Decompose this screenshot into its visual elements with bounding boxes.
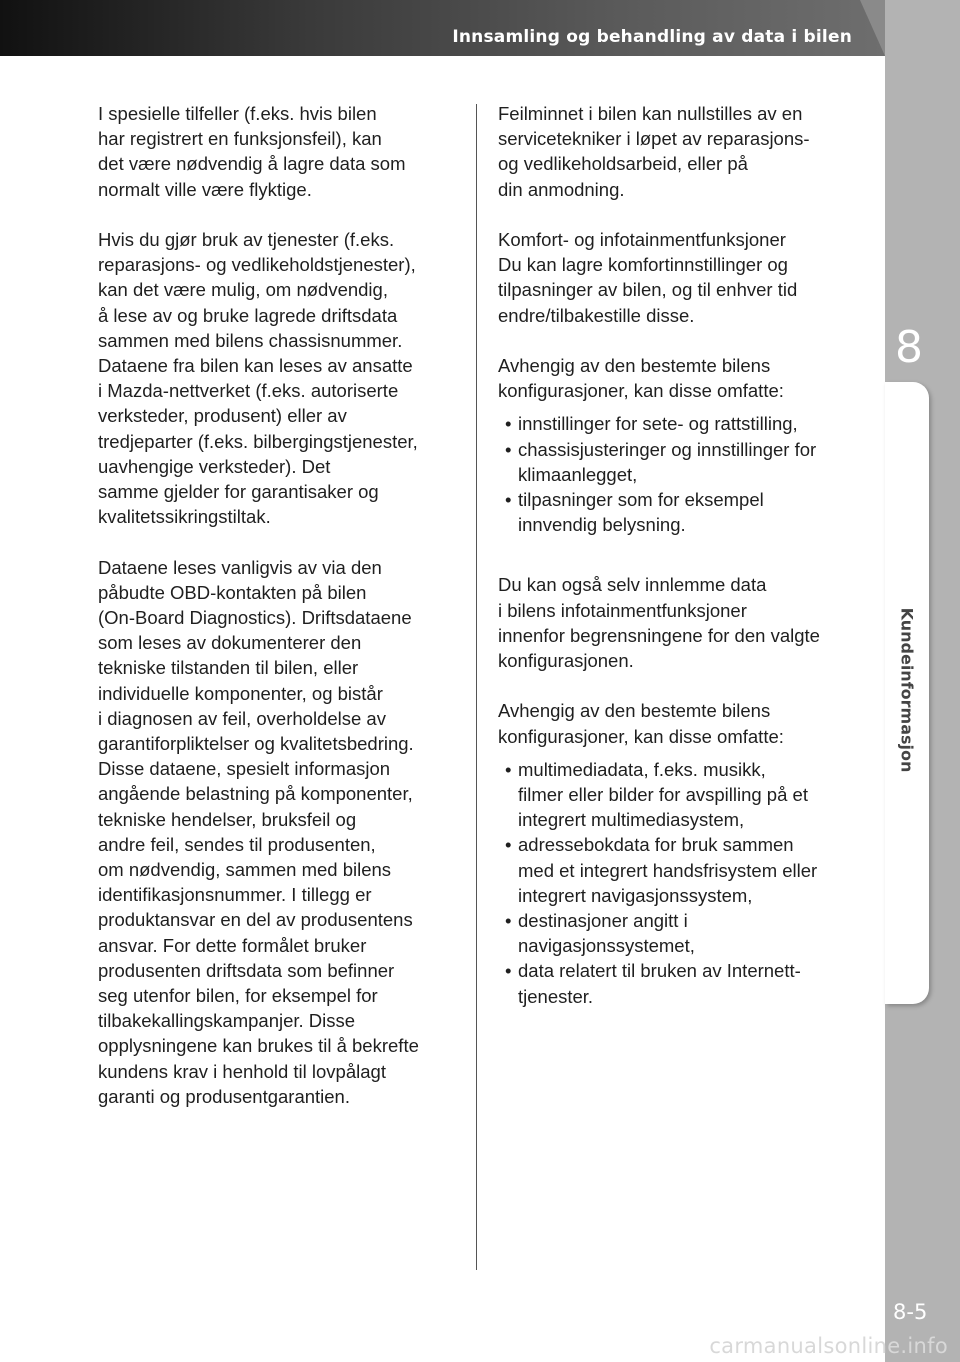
text-line: destinasjoner angitt i <box>518 910 688 932</box>
text-line: identifikasjonsnummer. I tillegg er <box>98 884 372 906</box>
paragraph <box>498 101 868 202</box>
text-line: kan det være mulig, om nødvendig, <box>98 279 388 301</box>
bullet-icon: • <box>505 413 512 435</box>
text-line: endre/tilbakestille disse. <box>498 304 695 326</box>
paragraph <box>98 555 468 1109</box>
bullet-icon: • <box>505 910 512 932</box>
text-line: konfigurasjoner, kan disse omfatte: <box>498 380 784 402</box>
text-line: uavhengige verksteder). Det <box>98 455 331 477</box>
paragraph <box>498 353 868 403</box>
text-line: individuelle komponenter, og bistår <box>98 682 383 704</box>
text-line: påbudte OBD-kontakten på bilen <box>98 581 367 603</box>
text-line: Avhengig av den bestemte bilens <box>498 700 771 722</box>
list-item <box>498 487 868 537</box>
text-line: ansvar. For dette formålet bruker <box>98 934 367 956</box>
text-line: angående belastning på komponenter, <box>98 783 413 805</box>
text-line: sammen med bilens chassisnummer. <box>98 329 403 351</box>
text-line: adressebokdata for bruk sammen <box>518 834 794 856</box>
list-item <box>498 757 868 833</box>
page-header-title: Innsamling og behandling av data i bilen <box>452 27 852 47</box>
bullet-list <box>498 757 868 1009</box>
bullet-icon: • <box>505 834 512 856</box>
text-line: å lese av og bruke lagrede driftsdata <box>98 304 398 326</box>
text-line: Du kan også selv innlemme data <box>498 574 767 596</box>
text-line: din anmodning. <box>498 178 625 200</box>
text-line: multimediadata, f.eks. musikk, <box>518 758 766 780</box>
text-line: garanti og produsentgarantien. <box>98 1085 350 1107</box>
paragraph <box>98 227 468 529</box>
header-corner <box>860 0 885 56</box>
paragraph <box>498 227 868 328</box>
left-column <box>98 101 468 1109</box>
text-line: Feilminnet i bilen kan nullstilles av en <box>498 103 803 124</box>
text-line: tekniske tilstanden til bilen, eller <box>98 657 359 679</box>
chapter-tab-label: Kundeinformasjon <box>897 607 917 773</box>
text-line: (On-Board Diagnostics). Driftsdataene <box>98 607 412 629</box>
text-line: Avhengig av den bestemte bilens <box>498 355 771 376</box>
text-line: innvendig belysning. <box>518 514 686 536</box>
text-line: seg utenfor bilen, for eksempel for <box>98 985 378 1007</box>
list-item <box>498 832 868 908</box>
text-line: i Mazda-nettverket (f.eks. autoriserte <box>98 380 399 402</box>
text-line: kvalitetssikringstiltak. <box>98 506 271 528</box>
text-line: innstillinger for sete- og rattstilling, <box>518 413 798 435</box>
text-line: samme gjelder for garantisaker og <box>98 481 379 503</box>
list-item <box>498 437 868 487</box>
text-line: tilpasninger av bilen, og til enhver tid <box>498 279 798 301</box>
text-line: produktansvar en del av produsentens <box>98 909 413 931</box>
text-line: tilpasninger som for eksempel <box>518 489 764 511</box>
text-line: Du kan lagre komfortinnstillinger og <box>498 254 788 276</box>
list-item <box>498 958 868 1008</box>
text-line: kundens krav i henhold til lovpålagt <box>98 1060 386 1082</box>
list-item <box>498 411 868 436</box>
watermark: carmanualsonline.info <box>709 1334 948 1358</box>
text-line: Dataene fra bilen kan leses av ansatte <box>98 355 413 377</box>
text-line: opplysningene kan brukes til å bekrefte <box>98 1035 419 1057</box>
paragraph <box>498 698 868 748</box>
text-line: med et integrert handsfrisystem eller <box>518 859 818 881</box>
text-line: og vedlikeholdsarbeid, eller på <box>498 153 748 175</box>
text-line: Hvis du gjør bruk av tjenester (f.eks. <box>98 229 395 250</box>
subheading: Komfort- og infotainmentfunksjoner <box>498 229 786 250</box>
text-line: integrert navigasjonssystem, <box>518 884 753 906</box>
list-item <box>498 908 868 958</box>
text-line: filmer eller bilder for avspilling på et <box>518 784 808 806</box>
text-line: reparasjons- og vedlikeholdstjenester), <box>98 254 416 276</box>
text-line: har registrert en funksjonsfeil), kan <box>98 128 382 150</box>
text-line: klimaanlegget, <box>518 463 638 485</box>
text-line: garantiforpliktelser og kvalitetsbedring. <box>98 733 414 755</box>
column-divider <box>476 104 477 1270</box>
text-line: tekniske hendelser, bruksfeil og <box>98 808 357 830</box>
right-column <box>498 101 868 1009</box>
text-line: Disse dataene, spesielt informasjon <box>98 758 391 780</box>
text-line: I spesielle tilfeller (f.eks. hvis bilen <box>98 103 377 124</box>
text-line: produsenten driftsdata som befinner <box>98 959 395 981</box>
text-line: det være nødvendig å lagre data som <box>98 153 406 175</box>
text-line: chassisjusteringer og innstillinger for <box>518 438 817 460</box>
text-line: integrert multimediasystem, <box>518 809 745 831</box>
text-line: innenfor begrensningene for den valgte <box>498 624 820 646</box>
paragraph <box>98 101 468 202</box>
text-line: verksteder, produsent) eller av <box>98 405 347 427</box>
text-line: konfigurasjonen. <box>498 650 634 672</box>
text-line: andre feil, sendes til produsenten, <box>98 833 376 855</box>
text-line: Dataene leses vanligvis av via den <box>98 556 382 578</box>
bullet-icon: • <box>505 758 512 780</box>
text-line: i bilens infotainmentfunksjoner <box>498 599 747 621</box>
text-line: navigasjonssystemet, <box>518 935 695 957</box>
text-line: servicetekniker i løpet av reparasjons- <box>498 128 810 150</box>
chapter-number: 8 <box>895 322 923 373</box>
text-line: tjenester. <box>518 985 594 1007</box>
bullet-icon: • <box>505 960 512 982</box>
text-line: om nødvendig, sammen med bilens <box>98 859 392 881</box>
text-line: tilbakekallingskampanjer. Disse <box>98 1010 356 1032</box>
text-line: i diagnosen av feil, overholdelse av <box>98 707 386 729</box>
paragraph <box>498 572 868 673</box>
bullet-icon: • <box>505 438 512 460</box>
text-line: data relatert til bruken av Internett- <box>518 960 801 982</box>
bullet-icon: • <box>505 489 512 511</box>
text-line: normalt ville være flyktige. <box>98 178 312 200</box>
text-line: som leses av dokumenterer den <box>98 632 362 654</box>
page-number: 8-5 <box>893 1300 928 1324</box>
bullet-list <box>498 411 868 537</box>
text-line: konfigurasjoner, kan disse omfatte: <box>498 725 784 747</box>
text-line: tredjeparter (f.eks. bilbergingstjenester, <box>98 430 418 452</box>
